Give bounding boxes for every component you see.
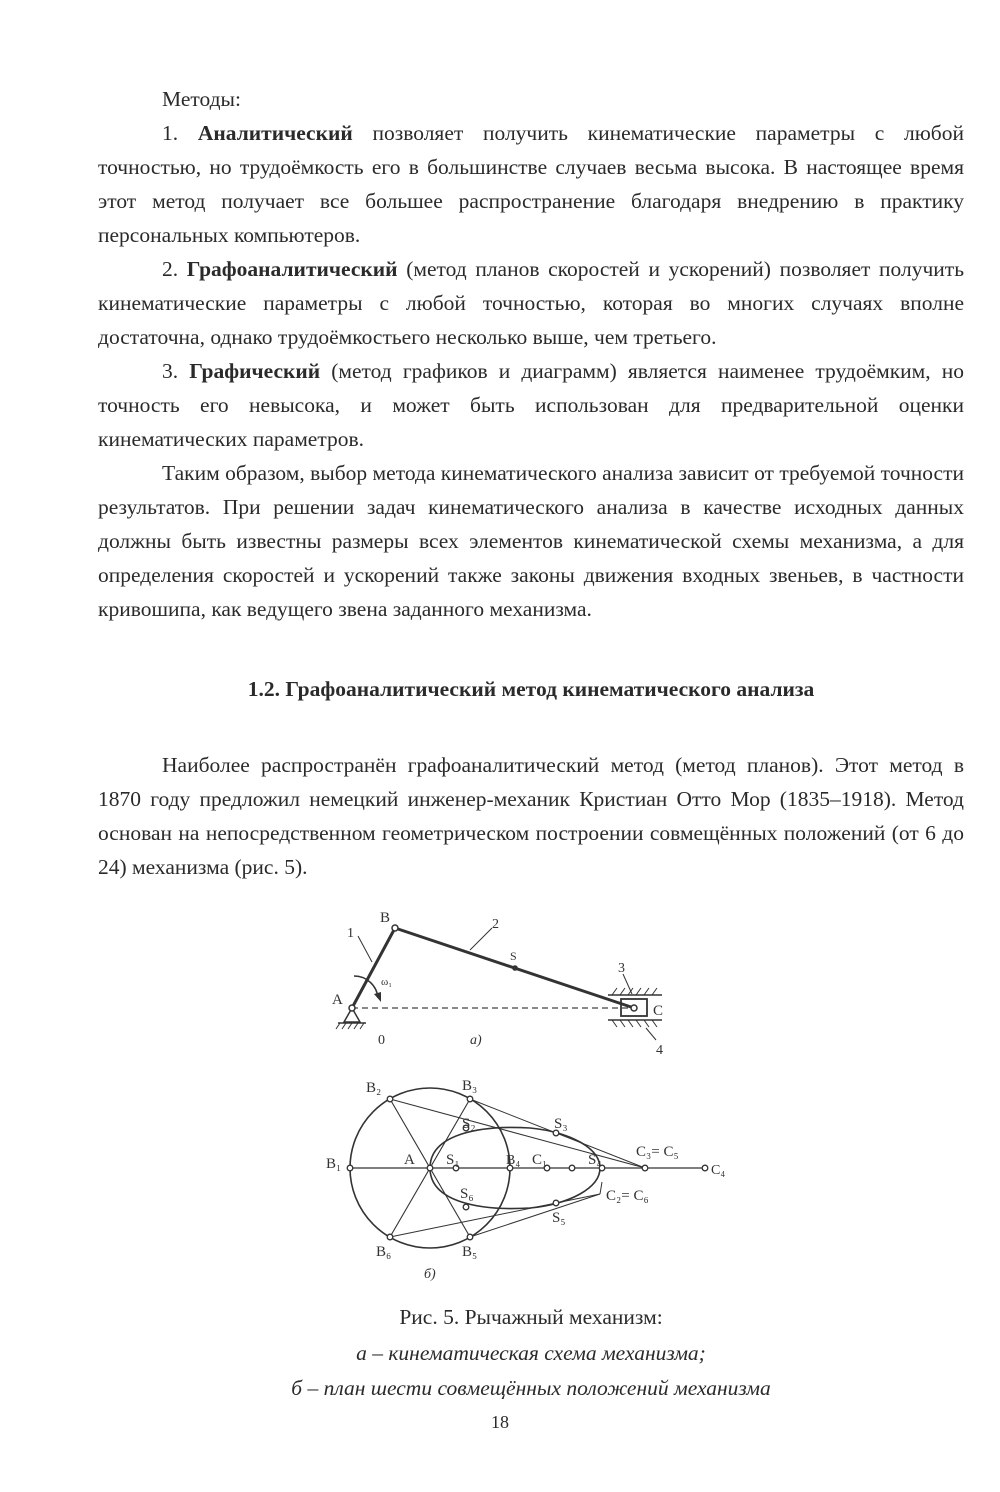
method-number: 3. [162, 359, 179, 383]
body-text [98, 82, 964, 884]
crank-link-1 [352, 928, 395, 1008]
conclusion-paragraph: Таким образом, выбор метода кинематического анализа зависит от требуемой точности результатов. При решении задач кинематического анализа в качестве исходных данных должны быть известны размеры всех элементов кинематической схемы механизма, а для определения скоростей и ускорений также законы движения входных звеньев, в частности кривошипа, как ведущего звена заданного механизма. [98, 461, 964, 621]
joint-a [349, 1005, 355, 1011]
label-link-4: 4 [656, 1043, 663, 1058]
method-number: 1. [162, 121, 179, 145]
label-link-2: 2 [492, 917, 499, 932]
methods-title: Методы: [162, 87, 241, 111]
method-number: 2. [162, 257, 179, 281]
point-s [512, 965, 518, 971]
label-c2c6: C₂= C₆ [606, 1188, 649, 1204]
section-paragraph: Наиболее распространён графоаналитический метод (метод планов). Этот метод в 1870 году предложил немецкий инженер-механик Кристиан Отто Мор (1835–1918). Метод основан на непосредственном геометрическом построении совмещённых положений (от 6 до 24) механизма (рис. 5). [98, 753, 964, 879]
method-item-1 [98, 116, 964, 252]
label-b: B [380, 910, 391, 926]
figure-caption-a: а – кинематическая схема механизма; [356, 1341, 706, 1365]
label-b1: B₁ [326, 1156, 342, 1172]
method-item-2 [98, 252, 964, 354]
label-sub-a: а) [470, 1033, 482, 1048]
label-s2: S₂ [462, 1116, 476, 1132]
label-s4: S₄ [588, 1152, 602, 1168]
label-s3: S₃ [554, 1116, 568, 1132]
figure-caption-title: Рис. 5. Рычажный механизм: [399, 1305, 663, 1329]
label-c4: C₄ [711, 1163, 726, 1178]
label-link-1: 1 [347, 926, 354, 941]
label-ground: 0 [378, 1033, 385, 1048]
figure-caption-b: б – план шести совмещённых положений механизма [291, 1376, 771, 1400]
label-b6: B₆ [376, 1244, 392, 1260]
label-c1: C₁ [532, 1152, 548, 1168]
label-a: A [404, 1152, 415, 1168]
label-link-3: 3 [618, 961, 625, 976]
method-description: (метод планов скоростей и ускорений) позволяет получить кинематические параметры с любой точностью, которая во многих случаях вполне достаточна, однако трудоёмкостьего несколько выше, чем третьего. [98, 257, 964, 349]
label-s6: S₆ [460, 1186, 474, 1202]
label-s: S [510, 949, 517, 963]
label-c3c5: C₃= C₅ [636, 1144, 679, 1160]
method-description: (метод графиков и диаграмм) является наименее трудоёмким, но точность его невысока, и может быть использован для предварительной оценки кинематических параметров. [98, 359, 964, 451]
method-name: Графоаналитический [186, 257, 398, 281]
label-s1: S₁ [446, 1152, 460, 1168]
page-number: 18 [491, 1412, 509, 1432]
method-name: Аналитический [197, 121, 353, 145]
label-a: A [332, 992, 343, 1008]
label-omega: ω₁ [381, 976, 393, 988]
label-b5: B₅ [462, 1244, 478, 1260]
label-sub-b: б) [424, 1267, 436, 1282]
label-b3: B₃ [462, 1078, 478, 1094]
figure-b-positions-plan [310, 1070, 760, 1285]
label-s5: S₅ [552, 1210, 566, 1226]
label-b4: B₄ [506, 1153, 521, 1168]
method-name: Графический [189, 359, 321, 383]
section-heading: 1.2. Графоаналитический метод кинематического анализа [247, 677, 815, 701]
joint-b [392, 925, 398, 931]
method-item-3 [98, 354, 964, 456]
figure-a-kinematic-scheme [320, 902, 680, 1062]
label-c: C [653, 1003, 664, 1019]
label-b2: B₂ [366, 1080, 382, 1096]
method-description: позволяет получить кинематические параметры с любой точностью, но трудоёмкость его в большинстве случаев весьма высока. В настоящее время этот метод получает все большее распространение благодаря внедрению в практику персональных компьютеров. [98, 121, 964, 247]
